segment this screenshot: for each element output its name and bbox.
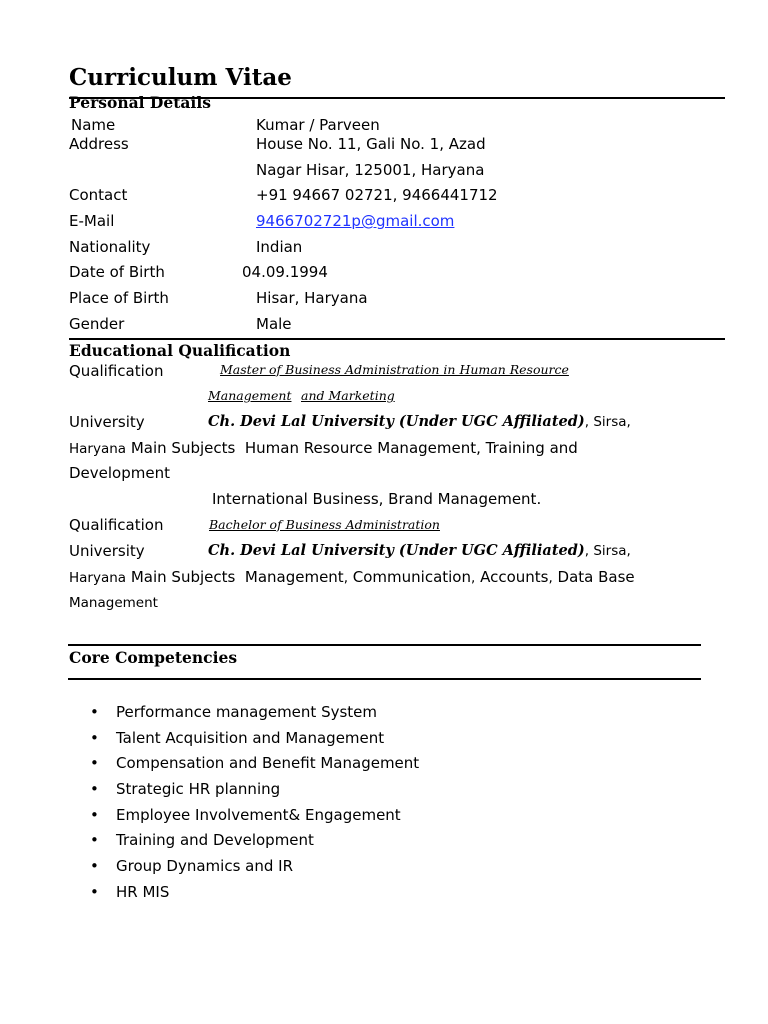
competency-text: Compensation and Benefit Management — [116, 754, 420, 773]
competency-text: Employee Involvement& Engagement — [116, 805, 401, 824]
masters-university-line — [208, 412, 631, 430]
list-item — [90, 831, 419, 857]
bullet-icon: • — [90, 703, 99, 721]
bullet-icon: • — [90, 831, 99, 850]
bullet-icon: • — [90, 728, 99, 747]
bachelors-subjects-line2: Management — [69, 595, 158, 611]
masters-subjects-line1 — [69, 439, 578, 458]
bachelors-university-city: , Sirsa, — [584, 543, 631, 559]
masters-degree-line1: Master of Business Administration in Human Resource — [220, 362, 569, 377]
list-item — [90, 703, 419, 729]
gender-label: Gender — [69, 315, 125, 333]
bullet-icon: • — [90, 882, 99, 901]
competency-text: Performance management System — [116, 703, 378, 721]
competencies-list — [90, 703, 419, 909]
address-label: Address — [69, 135, 129, 153]
masters-subjects-line2: Development — [69, 464, 170, 482]
list-item — [90, 729, 419, 755]
masters-university-label: University — [69, 413, 145, 431]
competency-text: Group Dynamics and IR — [116, 857, 294, 876]
list-item — [90, 780, 419, 806]
contact-value: +91 94667 02721, 9466441712 — [256, 186, 498, 204]
contact-label: Contact — [69, 186, 128, 204]
list-item — [90, 754, 419, 780]
pob-value: Hisar, Haryana — [256, 289, 368, 307]
competency-text: HR MIS — [116, 882, 170, 901]
list-item — [90, 857, 419, 883]
name-label: Name — [71, 116, 116, 134]
bachelors-university-line — [208, 541, 631, 559]
pob-label: Place of Birth — [69, 289, 169, 307]
nationality-label: Nationality — [69, 238, 151, 256]
masters-subjects-value1: Human Resource Management, Training and — [244, 439, 578, 457]
masters-haryana: Haryana — [69, 441, 127, 457]
bachelors-university-name: Ch. Devi Lal University (Under UGC Affiliated) — [208, 542, 585, 559]
bullet-icon: • — [90, 805, 99, 824]
bullet-icon: • — [90, 780, 99, 799]
competency-text: Training and Development — [116, 831, 314, 850]
bachelors-subjects-label: Main Subjects — [130, 568, 236, 586]
bullet-icon: • — [90, 754, 99, 773]
education-heading: Educational Qualification — [69, 341, 291, 360]
bachelors-university-label: University — [69, 542, 145, 560]
address-line1: House No. 11, Gali No. 1, Azad — [256, 135, 486, 153]
masters-qualification-label: Qualification — [69, 362, 164, 380]
competency-text: Strategic HR planning — [116, 780, 281, 799]
masters-subjects-label: Main Subjects — [130, 439, 236, 457]
bachelors-subject-c: Accounts — [480, 568, 549, 586]
competencies-top-rule — [68, 644, 701, 646]
personal-rule — [69, 338, 725, 340]
gender-value: Male — [256, 315, 292, 333]
bachelors-subjects-line1: Haryana Main Subjects Management, Communication, Accounts, Data Base — [69, 568, 635, 586]
masters-subjects-line3: International Business, Brand Management. — [212, 490, 542, 508]
nationality-value: Indian — [256, 238, 303, 256]
competencies-heading: Core Competencies — [69, 648, 238, 667]
dob-label: Date of Birth — [69, 263, 165, 281]
personal-details-heading: Personal Details — [69, 93, 211, 112]
masters-degree-line2b: and Marketing — [301, 388, 395, 403]
email-link[interactable]: 9466702721p@gmail.com — [256, 212, 455, 230]
list-item — [90, 806, 419, 832]
masters-university-city: , Sirsa, — [584, 414, 631, 430]
masters-university-name: Ch. Devi Lal University (Under UGC Affiliated) — [208, 413, 585, 430]
competency-text: Talent Acquisition and Management — [116, 728, 385, 747]
address-line2: Nagar Hisar, 125001, Haryana — [256, 161, 485, 179]
name-value: Kumar / Parveen — [256, 116, 380, 134]
competencies-bottom-rule — [68, 678, 701, 680]
bachelors-subject-a: Management — [244, 568, 344, 586]
bachelors-subject-b: Communication — [352, 568, 471, 586]
dob-value: 04.09.1994 — [242, 263, 328, 281]
masters-degree-line2a: Management — [208, 388, 292, 403]
email-label: E-Mail — [69, 212, 115, 230]
bachelors-haryana: Haryana — [69, 570, 127, 586]
list-item — [90, 883, 419, 909]
bachelors-subject-d: Data Base — [557, 568, 635, 586]
document-title: Curriculum Vitae — [69, 64, 292, 91]
bachelors-degree: Bachelor of Business Administration — [209, 517, 440, 532]
bullet-icon: • — [90, 857, 99, 876]
bachelors-qualification-label: Qualification — [69, 516, 164, 534]
